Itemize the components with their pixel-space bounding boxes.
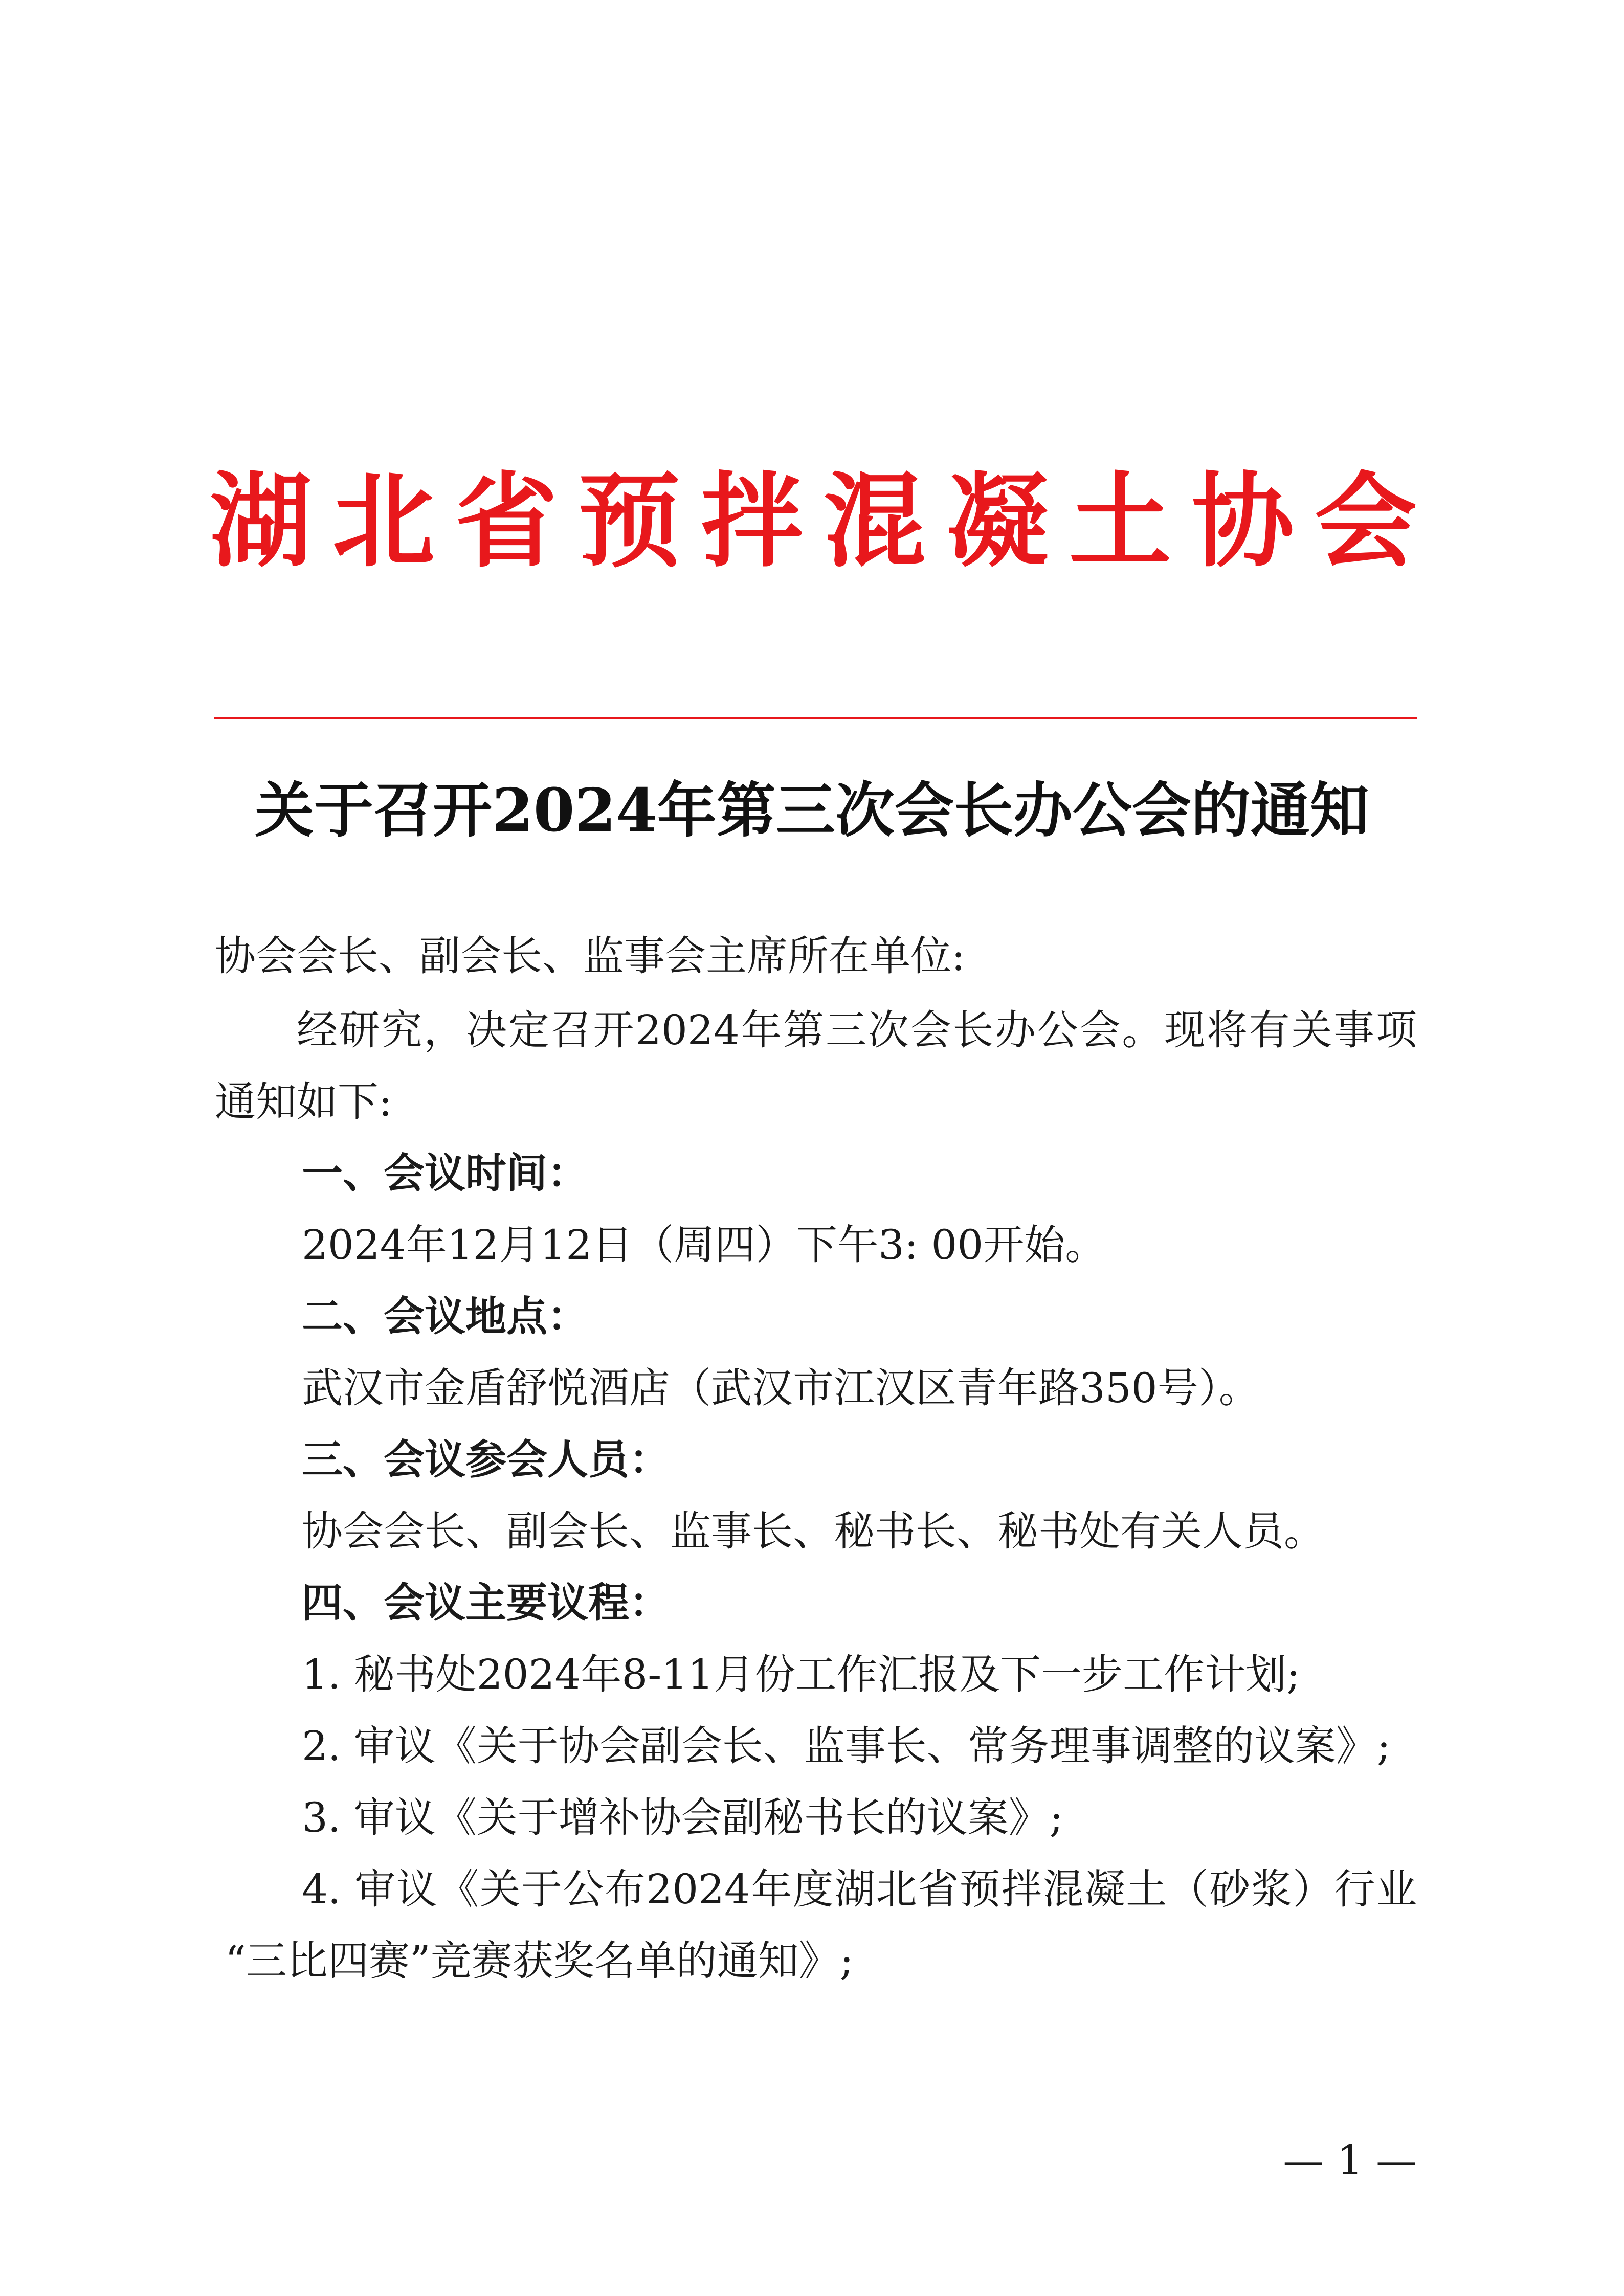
section-attendees-heading: 三、会议参会人员： [302, 1436, 670, 1483]
agenda-item-continued: “三比四赛”竞赛获奖名单的通知》; [225, 1937, 854, 1985]
section-attendees-content: 协会会长、副会长、监事长、秘书长、秘书处有关人员。 [302, 1507, 1325, 1555]
section-time-content: 2024年12月12日（周四）下午3: 00开始。 [302, 1221, 1106, 1269]
section-agenda-heading: 四、会议主要议程： [302, 1579, 670, 1627]
organization-letterhead: 湖北省预拌混凝土协会 [210, 461, 1417, 581]
section-time-heading: 一、会议时间： [302, 1150, 588, 1197]
page-number: — 1 — [1283, 2136, 1417, 2184]
section-place-heading: 二、会议地点： [302, 1293, 588, 1340]
addressee: 协会会长、副会长、监事会主席所在单位: [215, 932, 965, 980]
letterhead-red-rule [214, 717, 1417, 719]
agenda-item: 2. 审议《关于协会副会长、监事长、常务理事调整的议案》; [302, 1722, 1391, 1770]
agenda-item: 4. 审议《关于公布2024年度湖北省预拌混凝土（砂浆）行业 [302, 1865, 1417, 1913]
intro-line-2: 通知如下: [215, 1078, 392, 1126]
agenda-item: 1. 秘书处2024年8-11月份工作汇报及下一步工作计划; [302, 1651, 1301, 1698]
agenda-item: 3. 审议《关于增补协会副秘书长的议案》; [302, 1794, 1063, 1841]
document-title: 关于召开2024年第三次会长办公会的通知 [255, 776, 1369, 845]
section-place-content: 武汉市金盾舒悦酒店（武汉市江汉区青年路350号）。 [302, 1364, 1260, 1412]
intro-line-1: 经研究，决定召开2024年第三次会长办公会。现将有关事项 [297, 1006, 1417, 1054]
